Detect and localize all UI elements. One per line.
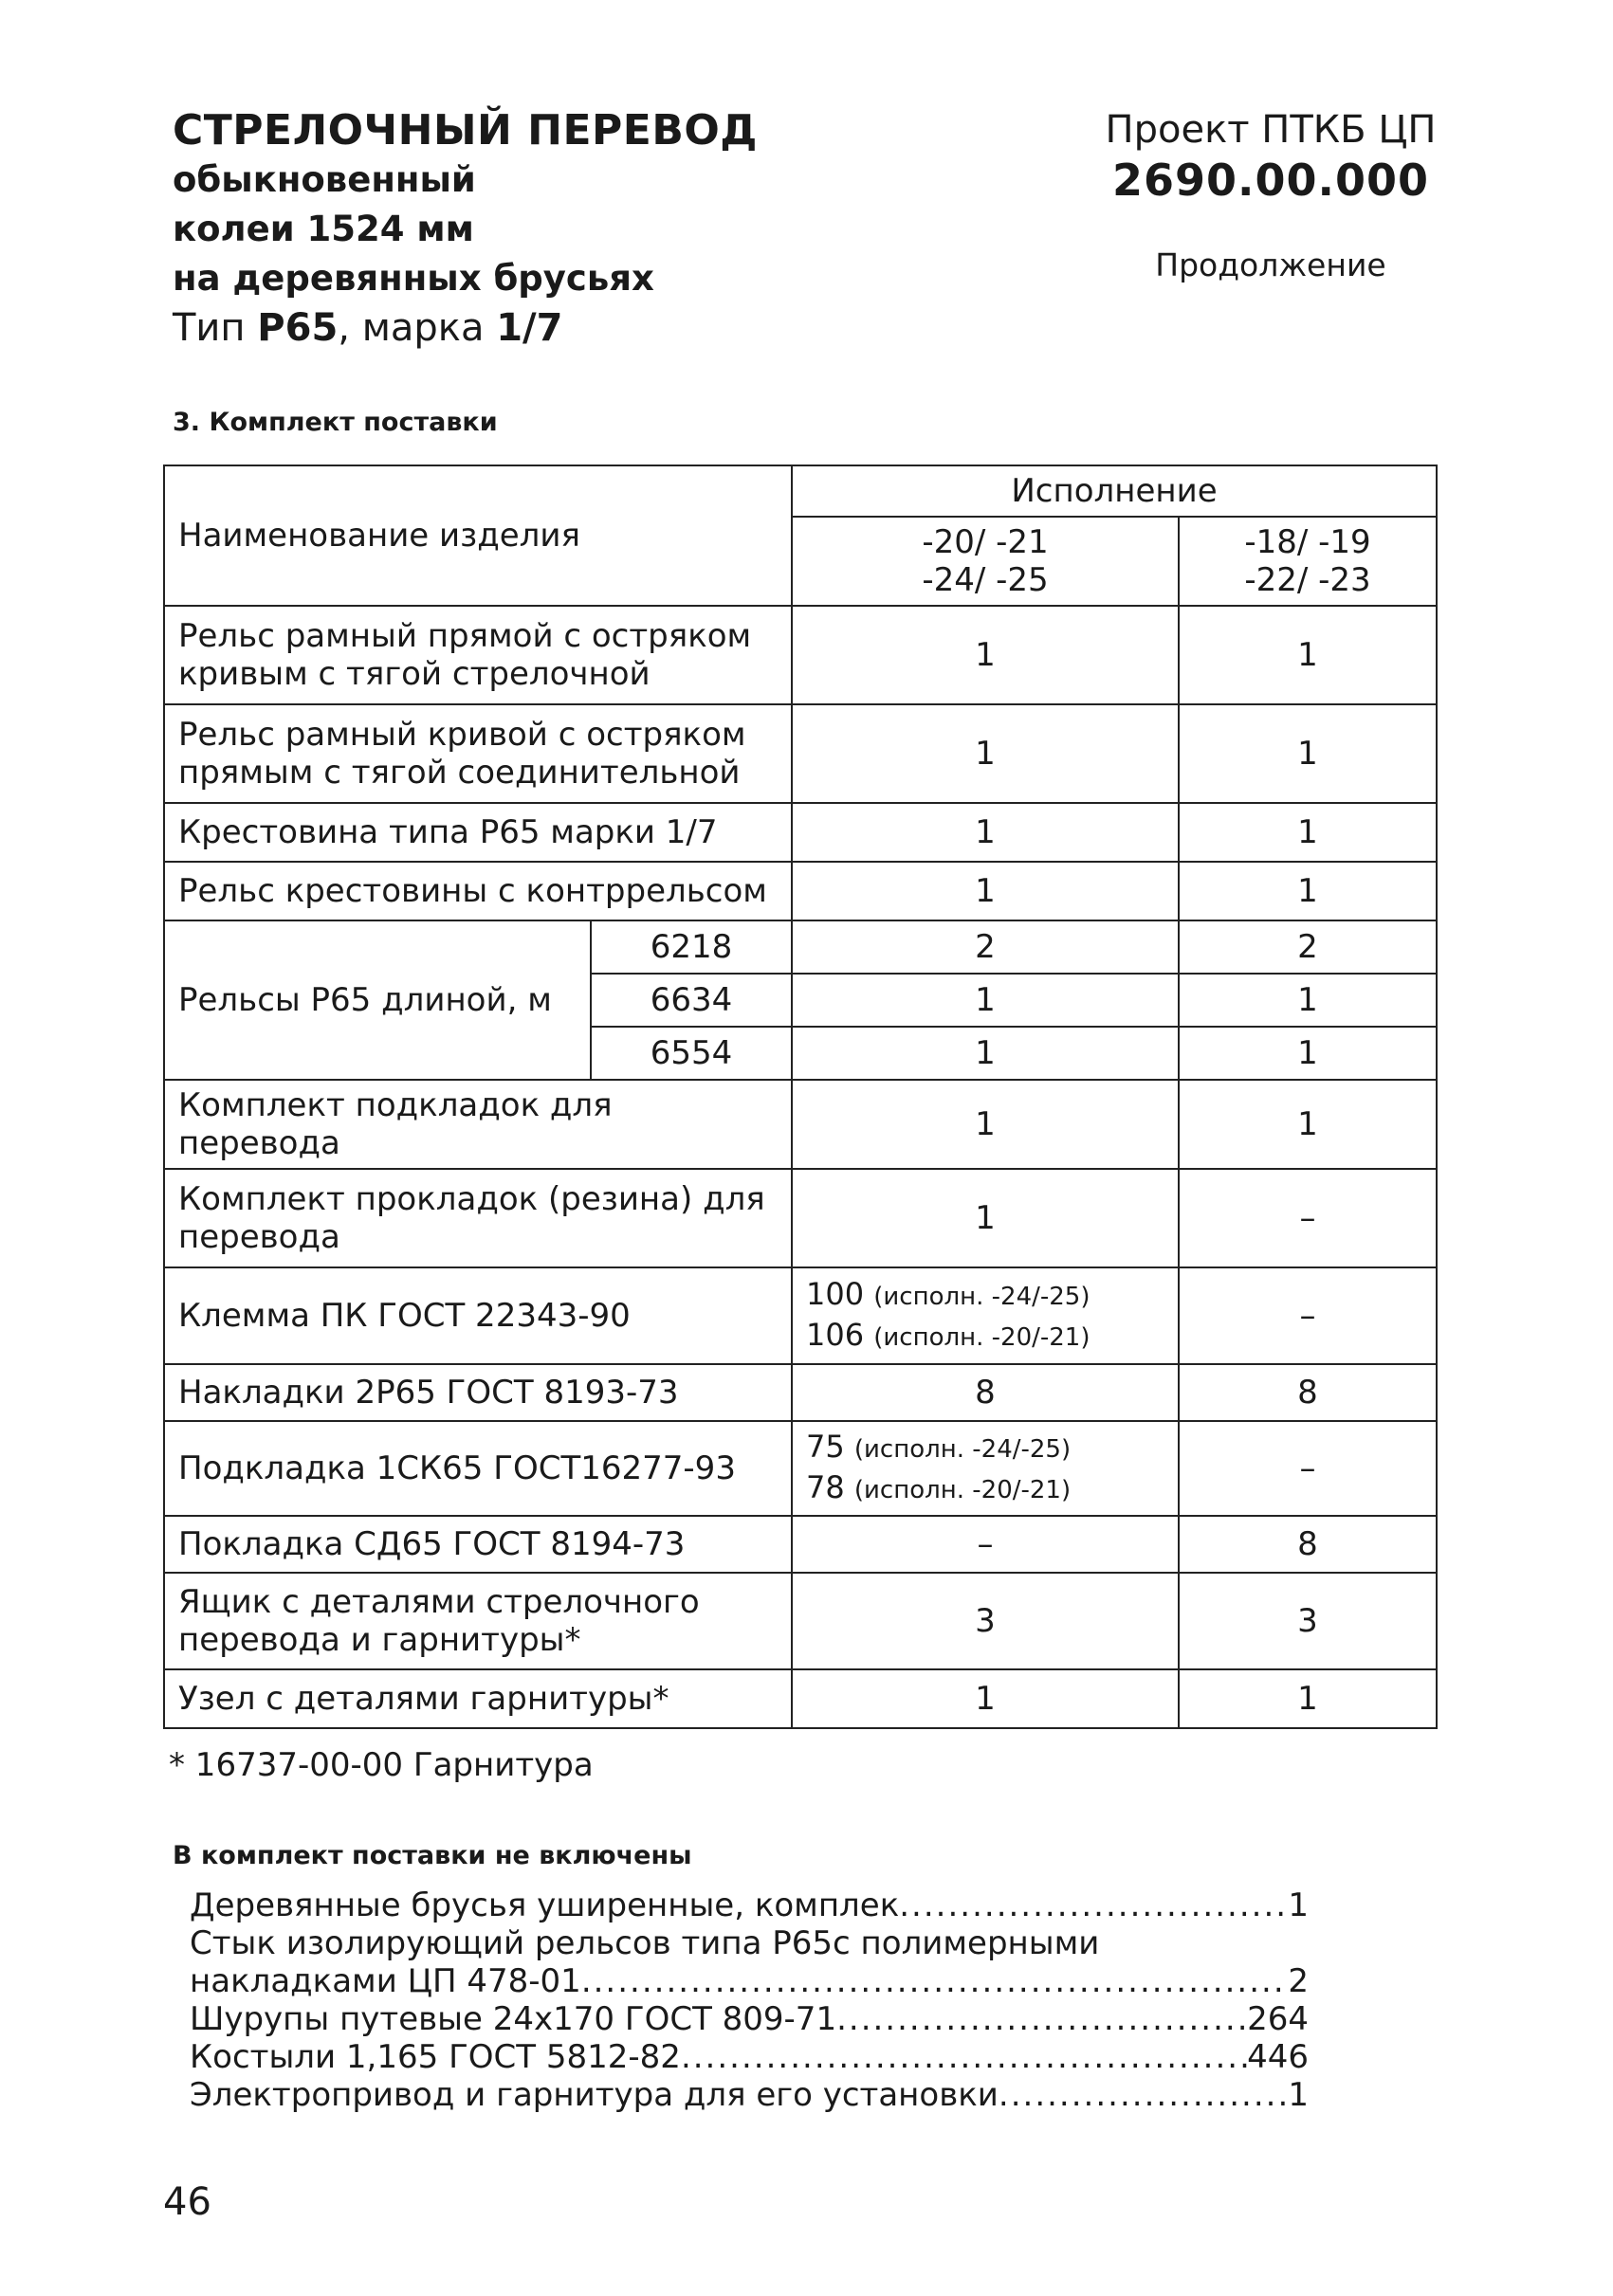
list-item-label: Стык изолирующий рельсов типа Р65с полимерными: [190, 1924, 1100, 1962]
type-prefix: Тип: [173, 306, 258, 350]
project-label: Проект ПТКБ ЦП: [1105, 108, 1437, 152]
project-code: 2690.00.000: [1111, 155, 1429, 206]
table-row-rails: [164, 920, 1437, 974]
list-item-value: 1: [1288, 1886, 1309, 1924]
table-row: [164, 1573, 1437, 1669]
header-variant-a-line2: -24/ -25: [922, 561, 1049, 599]
qty-variant-a: 8: [792, 1364, 1179, 1421]
leader-dots: [899, 1886, 1288, 1924]
footnote: * 16737-00-00 Гарнитура: [169, 1746, 594, 1784]
qty-a-line2: 106: [806, 1317, 865, 1353]
leader-dots: [681, 2038, 1247, 2076]
list-item-label: Деревянные брусья уширенные, комплек: [190, 1886, 900, 1924]
type-mid: , марка: [338, 306, 497, 350]
table-row: [164, 862, 1437, 920]
list-item-label: Шурупы путевые 24х170 ГОСТ 809-71: [190, 2000, 837, 2038]
rail-length: 6554: [591, 1027, 792, 1080]
qty-a-note1: (исполн. -24/-25): [873, 1283, 1091, 1311]
qty-variant-b: 8: [1179, 1516, 1437, 1573]
subtitle-line-4: на деревянных брусьях: [173, 258, 654, 299]
list-item-value: 2: [1288, 1962, 1309, 2000]
header-item-name: Наименование изделия: [164, 465, 792, 606]
item-name-line1: Ящик с деталями стрелочного: [178, 1583, 700, 1621]
qty-variant-a: 1: [792, 1169, 1179, 1267]
qty-variant-b: –: [1179, 1421, 1437, 1516]
qty-a-note2: (исполн. -20/-21): [873, 1323, 1091, 1352]
item-name: Крестовина типа Р65 марки 1/7: [164, 803, 792, 862]
list-item-label: накладками ЦП 478-01: [190, 1962, 581, 2000]
header-variant-a: [792, 517, 1179, 606]
header-variant-a-line1: -20/ -21: [922, 523, 1049, 561]
qty-variant-a: 1: [792, 1669, 1179, 1728]
list-item-label: Электропривод и гарнитура для его установки: [190, 2076, 999, 2114]
qty-a-line2: 78: [806, 1469, 845, 1505]
document-header-right: [1072, 106, 1470, 283]
list-item: [190, 2038, 1309, 2076]
item-name: Комплект подкладок для перевода: [164, 1080, 792, 1169]
rail-length: 6218: [591, 920, 792, 974]
list-item: [190, 1924, 1309, 1962]
qty-variant-b: –: [1179, 1267, 1437, 1364]
grade-value: 1/7: [496, 306, 563, 350]
table-row: [164, 803, 1437, 862]
qty-variant-a: 1: [792, 803, 1179, 862]
qty-variant-b: 1: [1179, 606, 1437, 704]
qty-variant-a: [792, 1267, 1179, 1364]
header-variant-b-line1: -18/ -19: [1244, 523, 1371, 561]
page-number: 46: [163, 2180, 211, 2224]
qty-variant-b: –: [1179, 1169, 1437, 1267]
leader-dots: [581, 1962, 1289, 2000]
item-name-line2: перевода и гарнитуры*: [178, 1621, 581, 1659]
qty-variant-a: –: [792, 1516, 1179, 1573]
qty-variant-a: 1: [792, 862, 1179, 920]
qty-a-line1: 75: [806, 1429, 845, 1465]
rail-length: 6634: [591, 974, 792, 1027]
table-row: [164, 1080, 1437, 1169]
item-name: [164, 606, 792, 704]
leader-dots: [836, 2000, 1247, 2038]
qty-variant-b: 1: [1179, 1080, 1437, 1169]
qty-a-note2: (исполн. -20/-21): [853, 1476, 1072, 1504]
list-item-value: 446: [1247, 2038, 1309, 2076]
qty-variant-a: 2: [792, 920, 1179, 974]
document-title: СТРЕЛОЧНЫЙ ПЕРЕВОД: [173, 106, 758, 155]
qty-variant-a: 1: [792, 704, 1179, 803]
qty-variant-b: 1: [1179, 704, 1437, 803]
qty-variant-b: 1: [1179, 1669, 1437, 1728]
subtitle-line-2: обыкновенный: [173, 159, 476, 200]
item-name: Подкладка 1СК65 ГОСТ16277-93: [164, 1421, 792, 1516]
list-item: [190, 1962, 1309, 2000]
qty-variant-b: 2: [1179, 920, 1437, 974]
qty-variant-a: [792, 1421, 1179, 1516]
list-item: [190, 1886, 1309, 1924]
table-row: [164, 704, 1437, 803]
item-name: [164, 704, 792, 803]
qty-variant-b: 1: [1179, 803, 1437, 862]
qty-variant-a: 1: [792, 974, 1179, 1027]
qty-variant-b: 1: [1179, 1027, 1437, 1080]
header-variant-b-line2: -22/ -23: [1244, 561, 1371, 599]
item-name: Накладки 2Р65 ГОСТ 8193-73: [164, 1364, 792, 1421]
item-name-line1: Рельс рамный кривой с остряком: [178, 716, 746, 754]
list-item: [190, 2076, 1309, 2114]
table-row: [164, 1669, 1437, 1728]
list-item: [190, 2000, 1309, 2038]
not-included-list: [190, 1886, 1309, 2114]
table-row: [164, 1364, 1437, 1421]
qty-variant-a: 3: [792, 1573, 1179, 1669]
qty-variant-b: 1: [1179, 862, 1437, 920]
list-item-value: 1: [1288, 2076, 1309, 2114]
table-row: [164, 1169, 1437, 1267]
qty-variant-b: 3: [1179, 1573, 1437, 1669]
item-name: Узел с деталями гарнитуры*: [164, 1669, 792, 1728]
qty-variant-a: 1: [792, 606, 1179, 704]
qty-variant-b: 8: [1179, 1364, 1437, 1421]
list-item-value: 264: [1247, 2000, 1309, 2038]
qty-variant-a: 1: [792, 1080, 1179, 1169]
qty-variant-a: 1: [792, 1027, 1179, 1080]
type-grade-line: [173, 303, 758, 353]
qty-variant-b: 1: [1179, 974, 1437, 1027]
table-header-row: [164, 465, 1437, 517]
qty-a-note1: (исполн. -24/-25): [853, 1435, 1072, 1464]
item-name-line2: перевода: [178, 1218, 340, 1256]
item-name-line1: Рельс рамный прямой с остряком: [178, 617, 752, 655]
header-variant-group: Исполнение: [792, 465, 1437, 517]
table-row: [164, 1516, 1437, 1573]
item-name: [164, 1573, 792, 1669]
item-name: Рельс крестовины с контррельсом: [164, 862, 792, 920]
qty-a-line1: 100: [806, 1276, 865, 1312]
item-name: [164, 1169, 792, 1267]
table-row: [164, 1421, 1437, 1516]
not-included-title: В комплект поставки не включены: [173, 1841, 692, 1870]
item-name-line2: прямым с тягой соединительной: [178, 754, 741, 792]
list-item-label: Костыли 1,165 ГОСТ 5812-82: [190, 2038, 681, 2076]
delivery-set-table: [163, 465, 1438, 1729]
section-title: 3. Комплект поставки: [173, 408, 498, 437]
item-name-line2: кривым с тягой стрелочной: [178, 655, 651, 693]
table-row: [164, 606, 1437, 704]
document-header-left: [173, 106, 758, 353]
item-name-line1: Комплект прокладок (резина) для: [178, 1180, 765, 1218]
leader-dots: [999, 2076, 1288, 2114]
header-variant-b: [1179, 517, 1437, 606]
rails-item-name: Рельсы Р65 длиной, м: [164, 920, 591, 1080]
continuation-label: Продолжение: [1155, 246, 1386, 283]
subtitle-line-3: колеи 1524 мм: [173, 209, 474, 249]
item-name: Клемма ПК ГОСТ 22343-90: [164, 1267, 792, 1364]
item-name: Покладка СД65 ГОСТ 8194-73: [164, 1516, 792, 1573]
table-row: [164, 1267, 1437, 1364]
type-value: Р65: [257, 306, 339, 350]
